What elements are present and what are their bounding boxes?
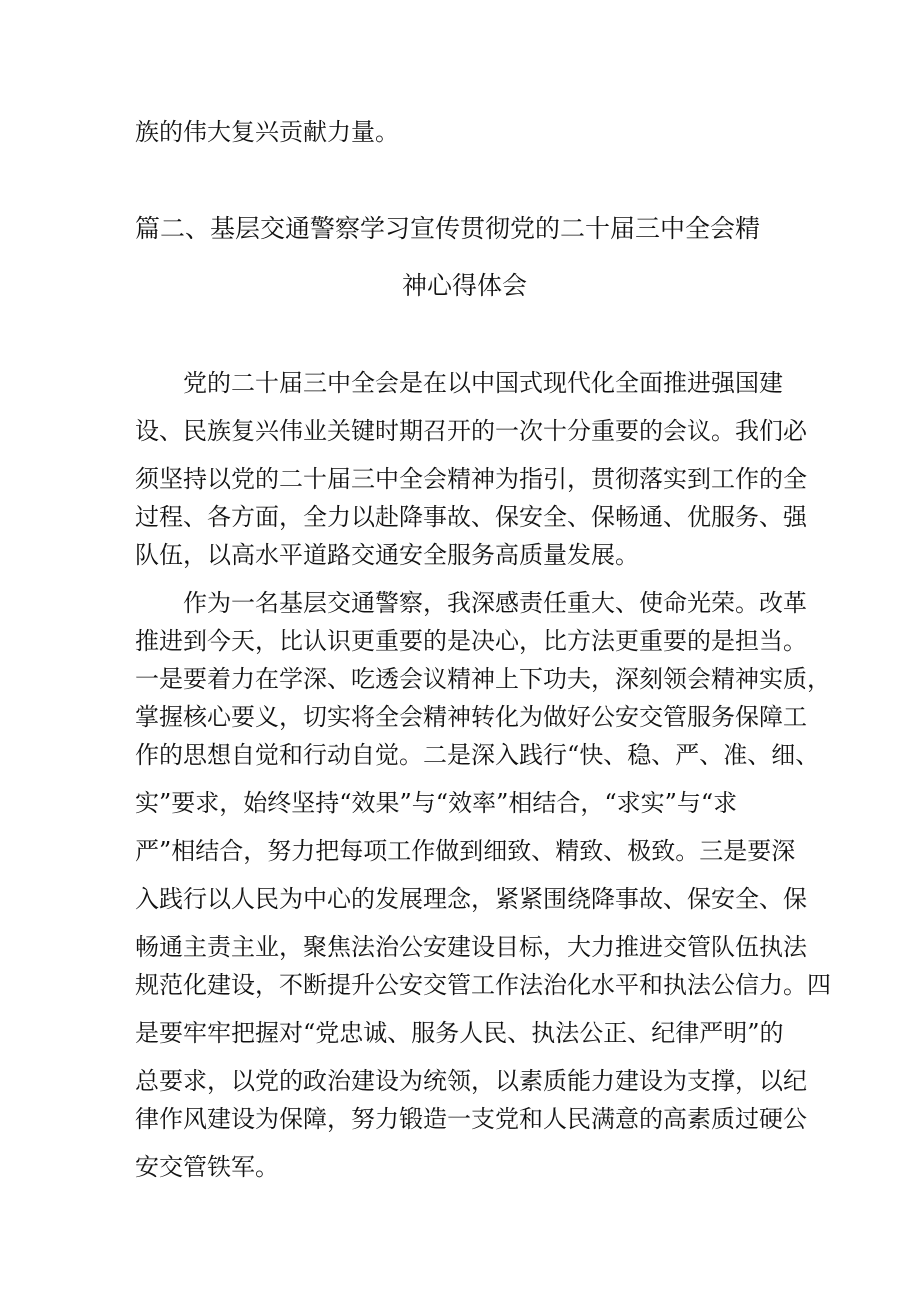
paragraph-2-line: 畅通主责主业，聚焦法治公安建设目标，大力推进交管队伍执法 <box>135 933 807 961</box>
paragraph-2-line: 作为一名基层交通警察，我深感责任重大、使命光荣。改革 <box>183 589 807 617</box>
paragraph-1-line: 党的二十届三中全会是在以中国式现代化全面推进强国建 <box>183 369 783 397</box>
paragraph-2-line: 安交管铁军。 <box>135 1153 279 1181</box>
paragraph-1-line: 过程、各方面，全力以赴降事故、保安全、保畅通、优服务、强 <box>135 503 807 531</box>
paragraph-2-line: 作的思想自觉和行动自觉。二是深入践行“快、稳、严、准、细、 <box>135 741 820 769</box>
paragraph-2-line: 实”要求，始终坚持“效果”与“效率”相结合，“求实”与“求 <box>135 789 738 817</box>
paragraph-2-line: 推进到今天，比认识更重要的是决心，比方法更重要的是担当。 <box>135 627 807 655</box>
paragraph-2-line: 一是要着力在学深、吃透会议精神上下功夫，深刻领会精神实质， <box>135 665 831 693</box>
paragraph-2-line: 规范化建设，不断提升公安交管工作法治化水平和执法公信力。四 <box>135 971 831 999</box>
continuation-line: 族的伟大复兴贡献力量。 <box>135 118 399 146</box>
paragraph-2-line: 律作风建设为保障，努力锻造一支党和人民满意的高素质过硬公 <box>135 1105 807 1133</box>
paragraph-1-line: 须坚持以党的二十届三中全会精神为指引，贯彻落实到工作的全 <box>135 465 807 493</box>
paragraph-2-line: 总要求，以党的政治建设为统领，以素质能力建设为支撑，以纪 <box>135 1067 807 1095</box>
section-title-line-2: 神心得体会 <box>402 271 528 300</box>
paragraph-2-line: 入践行以人民为中心的发展理念，紧紧围绕降事故、保安全、保 <box>135 885 807 913</box>
paragraph-1-line: 设、民族复兴伟业关键时期召开的一次十分重要的会议。我们必 <box>135 417 807 445</box>
paragraph-1-line: 队伍，以高水平道路交通安全服务高质量发展。 <box>135 541 639 569</box>
paragraph-2-line: 是要牢牢把握对“党忠诚、服务人民、执法公正、纪律严明”的 <box>135 1019 784 1047</box>
paragraph-2-line: 掌握核心要义，切实将全会精神转化为做好公安交管服务保障工 <box>135 703 807 731</box>
paragraph-2-line: 严”相结合，努力把每项工作做到细致、精致、极致。三是要深 <box>135 837 796 865</box>
section-title-line-1: 篇二、基层交通警察学习宣传贯彻党的二十届三中全会精 <box>135 214 761 243</box>
